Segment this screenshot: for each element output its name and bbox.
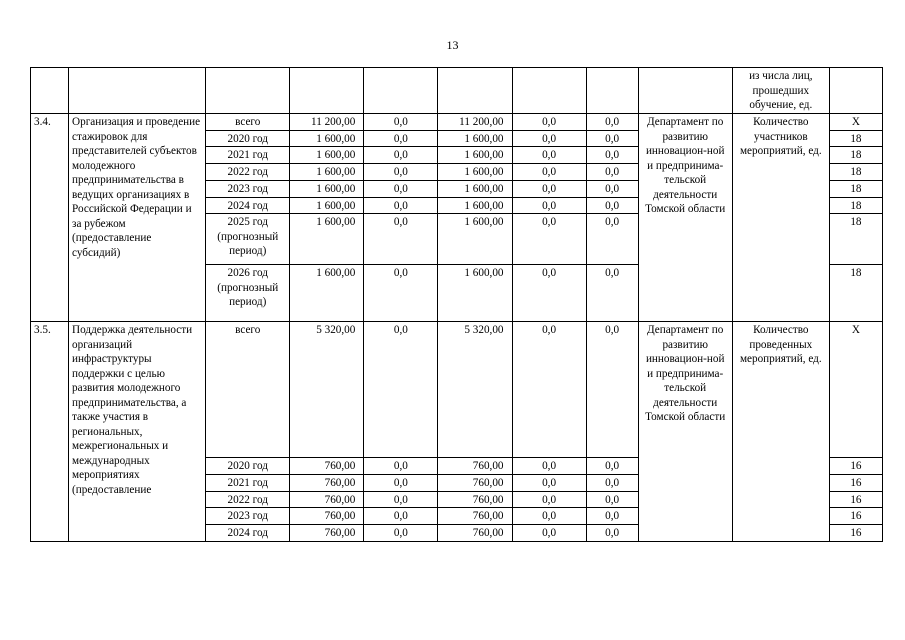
table-row: [31, 322, 883, 458]
federal-cell: 0,0: [364, 322, 438, 458]
indicator-cell: Количество участников мероприятий, ед.: [732, 114, 829, 322]
total-cell: 760,00: [290, 508, 364, 525]
regional-cell: 5 320,00: [438, 322, 512, 458]
section-number: 3.4.: [31, 114, 69, 322]
period-cell: 2021 год: [206, 147, 290, 164]
period-cell: всего: [206, 114, 290, 131]
cell-empty: [438, 68, 512, 114]
local-cell: 0,0: [512, 322, 586, 458]
extra-cell: 0,0: [586, 322, 638, 458]
table-row-continued: [31, 68, 883, 114]
total-cell: 1 600,00: [290, 130, 364, 147]
federal-cell: 0,0: [364, 164, 438, 181]
extra-cell: 0,0: [586, 525, 638, 542]
total-cell: 1 600,00: [290, 147, 364, 164]
local-cell: 0,0: [512, 164, 586, 181]
measure-name: Поддержка деятельности организаций инфраструктуры поддержки с целью развития молодежного предпринимательства, а также участия в региональных, межрегиональных и международных мероприятиях (предоставление: [69, 322, 206, 542]
indicator-value-cell: 18: [829, 265, 882, 322]
federal-cell: 0,0: [364, 525, 438, 542]
local-cell: 0,0: [512, 491, 586, 508]
cell-empty: [364, 68, 438, 114]
period-cell: 2023 год: [206, 508, 290, 525]
period-cell: всего: [206, 322, 290, 458]
executor-cell: Департамент по развитию инновацион-ной и предпринима-тельской деятельности Томской области: [638, 114, 732, 322]
extra-cell: 0,0: [586, 265, 638, 322]
federal-cell: 0,0: [364, 114, 438, 131]
period-cell: 2024 год: [206, 525, 290, 542]
indicator-value-cell: 18: [829, 147, 882, 164]
extra-cell: 0,0: [586, 164, 638, 181]
federal-cell: 0,0: [364, 474, 438, 491]
total-cell: 1 600,00: [290, 265, 364, 322]
period-cell: 2023 год: [206, 180, 290, 197]
extra-cell: 0,0: [586, 508, 638, 525]
total-cell: 760,00: [290, 491, 364, 508]
cell-empty: [290, 68, 364, 114]
federal-cell: 0,0: [364, 458, 438, 475]
regional-cell: 760,00: [438, 525, 512, 542]
federal-cell: 0,0: [364, 508, 438, 525]
cell-empty: [586, 68, 638, 114]
local-cell: 0,0: [512, 130, 586, 147]
regional-cell: 1 600,00: [438, 197, 512, 214]
indicator-value-cell: 18: [829, 180, 882, 197]
regional-cell: 1 600,00: [438, 180, 512, 197]
local-cell: 0,0: [512, 265, 586, 322]
local-cell: 0,0: [512, 197, 586, 214]
regional-cell: 1 600,00: [438, 164, 512, 181]
indicator-value-cell: Х: [829, 114, 882, 131]
local-cell: 0,0: [512, 214, 586, 265]
indicator-cell: Количество проведенных мероприятий, ед.: [732, 322, 829, 542]
indicator-value-cell: 16: [829, 508, 882, 525]
local-cell: 0,0: [512, 508, 586, 525]
indicator-value-cell: 16: [829, 491, 882, 508]
local-cell: 0,0: [512, 180, 586, 197]
cell-empty: [206, 68, 290, 114]
period-cell: 2020 год: [206, 130, 290, 147]
extra-cell: 0,0: [586, 214, 638, 265]
indicator-value-cell: 18: [829, 164, 882, 181]
cell-empty: [829, 68, 882, 114]
regional-cell: 760,00: [438, 458, 512, 475]
regional-cell: 760,00: [438, 474, 512, 491]
cell-empty: [69, 68, 206, 114]
local-cell: 0,0: [512, 525, 586, 542]
regional-cell: 11 200,00: [438, 114, 512, 131]
indicator-cell: из числа лиц, прошедших обучение, ед.: [732, 68, 829, 114]
cell-empty: [512, 68, 586, 114]
page-number: 13: [446, 38, 459, 52]
federal-cell: 0,0: [364, 265, 438, 322]
indicator-value-cell: 16: [829, 458, 882, 475]
period-cell: 2026 год (прогнозный период): [206, 265, 290, 322]
period-cell: 2020 год: [206, 458, 290, 475]
indicator-value-cell: 16: [829, 474, 882, 491]
total-cell: 1 600,00: [290, 197, 364, 214]
regional-cell: 1 600,00: [438, 265, 512, 322]
total-cell: 1 600,00: [290, 214, 364, 265]
indicator-value-cell: 18: [829, 197, 882, 214]
local-cell: 0,0: [512, 458, 586, 475]
total-cell: 1 600,00: [290, 164, 364, 181]
extra-cell: 0,0: [586, 197, 638, 214]
total-cell: 5 320,00: [290, 322, 364, 458]
indicator-value-cell: 18: [829, 130, 882, 147]
period-cell: 2024 год: [206, 197, 290, 214]
regional-cell: 760,00: [438, 508, 512, 525]
federal-cell: 0,0: [364, 214, 438, 265]
section-number: 3.5.: [31, 322, 69, 542]
extra-cell: 0,0: [586, 491, 638, 508]
extra-cell: 0,0: [586, 458, 638, 475]
measure-name: Организация и проведение стажировок для представителей субъектов молодежного предпринимательства в ведущих организациях в Российской Федерации и за рубежом (предоставление субсидий): [69, 114, 206, 322]
extra-cell: 0,0: [586, 180, 638, 197]
federal-cell: 0,0: [364, 491, 438, 508]
federal-cell: 0,0: [364, 197, 438, 214]
cell-empty: [31, 68, 69, 114]
federal-cell: 0,0: [364, 180, 438, 197]
extra-cell: 0,0: [586, 147, 638, 164]
local-cell: 0,0: [512, 114, 586, 131]
federal-cell: 0,0: [364, 147, 438, 164]
indicator-value-cell: 16: [829, 525, 882, 542]
regional-cell: 1 600,00: [438, 147, 512, 164]
federal-cell: 0,0: [364, 130, 438, 147]
regional-cell: 1 600,00: [438, 214, 512, 265]
extra-cell: 0,0: [586, 474, 638, 491]
executor-cell: Департамент по развитию инновацион-ной и предпринима-тельской деятельности Томской области: [638, 322, 732, 542]
period-cell: 2022 год: [206, 164, 290, 181]
indicator-value-cell: 18: [829, 214, 882, 265]
cell-empty: [638, 68, 732, 114]
period-cell: 2021 год: [206, 474, 290, 491]
local-cell: 0,0: [512, 147, 586, 164]
period-cell: 2025 год (прогнозный период): [206, 214, 290, 265]
extra-cell: 0,0: [586, 130, 638, 147]
total-cell: 1 600,00: [290, 180, 364, 197]
program-table: [30, 67, 883, 542]
total-cell: 11 200,00: [290, 114, 364, 131]
regional-cell: 760,00: [438, 491, 512, 508]
extra-cell: 0,0: [586, 114, 638, 131]
total-cell: 760,00: [290, 474, 364, 491]
regional-cell: 1 600,00: [438, 130, 512, 147]
local-cell: 0,0: [512, 474, 586, 491]
total-cell: 760,00: [290, 525, 364, 542]
indicator-value-cell: Х: [829, 322, 882, 458]
total-cell: 760,00: [290, 458, 364, 475]
table-row: [31, 114, 883, 131]
period-cell: 2022 год: [206, 491, 290, 508]
